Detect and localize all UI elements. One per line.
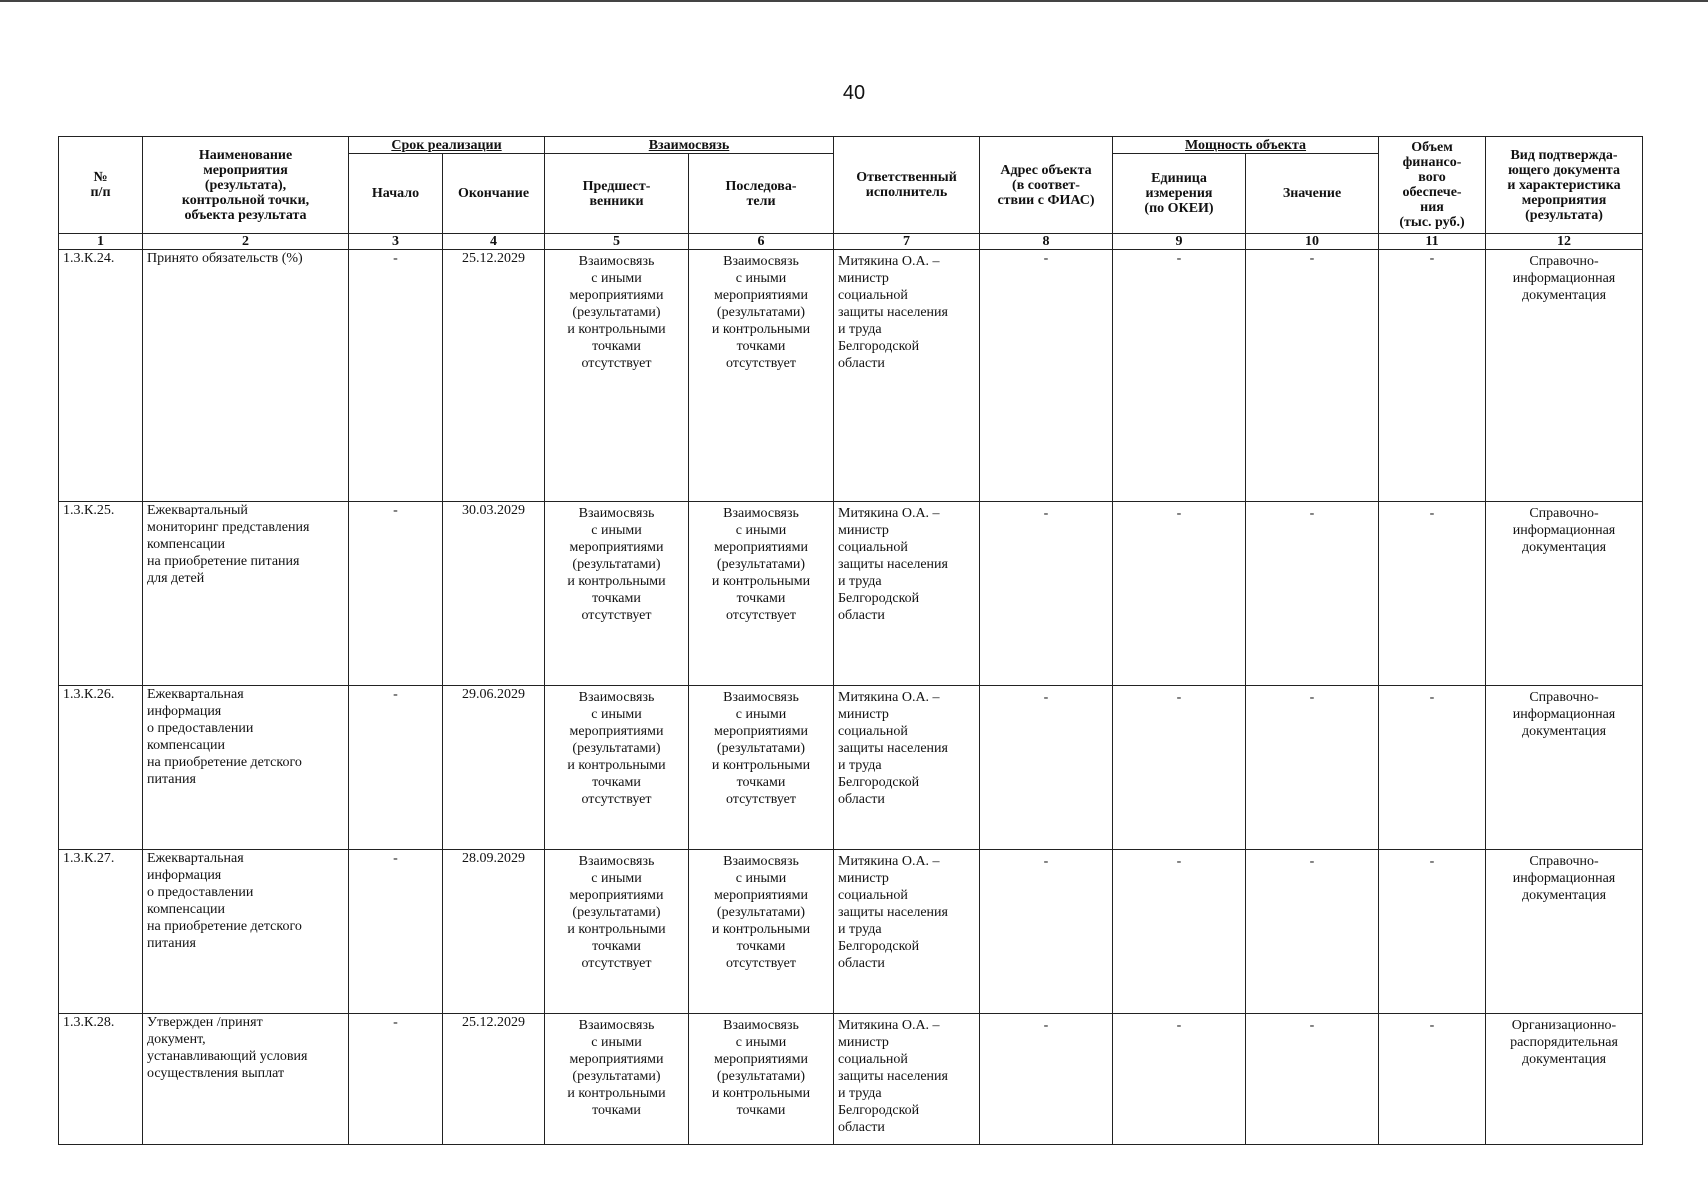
table-row	[59, 686, 1643, 850]
col-number: 8	[980, 234, 1113, 250]
header-col-7: Ответственный исполнитель	[834, 137, 980, 234]
header-col-9: Единица измерения (по ОКЕИ)	[1113, 154, 1246, 234]
cell-successors: Взаимосвязь с иными мероприятиями (результатами) и контрольными точками	[689, 1014, 834, 1145]
col-number: 2	[143, 234, 349, 250]
col-number: 9	[1113, 234, 1246, 250]
header-col-8: Адрес объекта (в соответ- ствии с ФИАС)	[980, 137, 1113, 234]
cell-finance: -	[1379, 686, 1486, 850]
header-col-5: Предшест- венники	[545, 154, 689, 234]
table-row	[59, 1014, 1643, 1145]
cell-address: -	[980, 502, 1113, 686]
table-row	[59, 250, 1643, 502]
cell-name: Утвержден /принят документ, устанавливающий условия осуществления выплат	[143, 1014, 349, 1145]
cell-name: Ежеквартальная информация о предоставлении компенсации на приобретение детского питания	[143, 850, 349, 1014]
col-number: 6	[689, 234, 834, 250]
header-col-4: Окончание	[443, 154, 545, 234]
header-col-11: Объем финансо- вого обеспече- ния (тыс. руб.)	[1379, 137, 1486, 234]
header-col-3: Начало	[349, 154, 443, 234]
cell-successors: Взаимосвязь с иными мероприятиями (результатами) и контрольными точками отсутствует	[689, 686, 834, 850]
table-row	[59, 502, 1643, 686]
cell-address: -	[980, 1014, 1113, 1145]
cell-end: 28.09.2029	[443, 850, 545, 1014]
cell-value: -	[1246, 686, 1379, 850]
header-group-period: Срок реализации	[349, 137, 545, 154]
cell-value: -	[1246, 250, 1379, 502]
cell-successors: Взаимосвязь с иными мероприятиями (результатами) и контрольными точками отсутствует	[689, 250, 834, 502]
cell-start: -	[349, 850, 443, 1014]
cell-document-type: Справочно- информационная документация	[1486, 850, 1643, 1014]
cell-end: 29.06.2029	[443, 686, 545, 850]
cell-start: -	[349, 250, 443, 502]
cell-name: Принято обязательств (%)	[143, 250, 349, 502]
cell-unit: -	[1113, 1014, 1246, 1145]
cell-executor: Митякина О.А. – министр социальной защиты населения и труда Белгородской области	[834, 686, 980, 850]
cell-finance: -	[1379, 850, 1486, 1014]
col-number: 1	[59, 234, 143, 250]
col-number: 4	[443, 234, 545, 250]
page-top-rule	[0, 0, 1708, 2]
cell-name: Ежеквартальная информация о предоставлении компенсации на приобретение детского питания	[143, 686, 349, 850]
column-numbers-row	[59, 234, 1643, 250]
cell-end: 25.12.2029	[443, 1014, 545, 1145]
cell-document-type: Справочно- информационная документация	[1486, 686, 1643, 850]
table-row	[59, 850, 1643, 1014]
activities-table	[58, 136, 1643, 1145]
cell-id: 1.3.К.28.	[59, 1014, 143, 1145]
col-number: 12	[1486, 234, 1643, 250]
col-number: 3	[349, 234, 443, 250]
header-group-capacity: Мощность объекта	[1113, 137, 1379, 154]
cell-finance: -	[1379, 1014, 1486, 1145]
cell-id: 1.3.К.26.	[59, 686, 143, 850]
cell-unit: -	[1113, 686, 1246, 850]
cell-successors: Взаимосвязь с иными мероприятиями (результатами) и контрольными точками отсутствует	[689, 850, 834, 1014]
cell-document-type: Организационно- распорядительная документация	[1486, 1014, 1643, 1145]
cell-document-type: Справочно- информационная документация	[1486, 502, 1643, 686]
col-number: 7	[834, 234, 980, 250]
cell-id: 1.3.К.25.	[59, 502, 143, 686]
col-number: 5	[545, 234, 689, 250]
cell-executor: Митякина О.А. – министр социальной защиты населения и труда Белгородской области	[834, 850, 980, 1014]
cell-executor: Митякина О.А. – министр социальной защиты населения и труда Белгородской области	[834, 1014, 980, 1145]
page-number: 40	[842, 82, 866, 104]
col-number: 10	[1246, 234, 1379, 250]
cell-unit: -	[1113, 850, 1246, 1014]
cell-value: -	[1246, 850, 1379, 1014]
cell-unit: -	[1113, 502, 1246, 686]
header-col-10: Значение	[1246, 154, 1379, 234]
cell-id: 1.3.К.27.	[59, 850, 143, 1014]
cell-value: -	[1246, 502, 1379, 686]
cell-predecessors: Взаимосвязь с иными мероприятиями (результатами) и контрольными точками отсутствует	[545, 502, 689, 686]
col-number: 11	[1379, 234, 1486, 250]
header-group-link: Взаимосвязь	[545, 137, 834, 154]
cell-executor: Митякина О.А. – министр социальной защиты населения и труда Белгородской области	[834, 250, 980, 502]
cell-address: -	[980, 850, 1113, 1014]
cell-start: -	[349, 686, 443, 850]
cell-document-type: Справочно- информационная документация	[1486, 250, 1643, 502]
cell-end: 30.03.2029	[443, 502, 545, 686]
cell-predecessors: Взаимосвязь с иными мероприятиями (результатами) и контрольными точками	[545, 1014, 689, 1145]
header-col-12: Вид подтвержда- ющего документа и характеристика мероприятия (результата)	[1486, 137, 1643, 234]
cell-finance: -	[1379, 250, 1486, 502]
cell-predecessors: Взаимосвязь с иными мероприятиями (результатами) и контрольными точками отсутствует	[545, 850, 689, 1014]
cell-unit: -	[1113, 250, 1246, 502]
cell-finance: -	[1379, 502, 1486, 686]
header-col-1: № п/п	[59, 137, 143, 234]
cell-successors: Взаимосвязь с иными мероприятиями (результатами) и контрольными точками отсутствует	[689, 502, 834, 686]
header-col-2: Наименование мероприятия (результата), контрольной точки, объекта результата	[143, 137, 349, 234]
cell-name: Ежеквартальный мониторинг представления компенсации на приобретение питания для детей	[143, 502, 349, 686]
cell-address: -	[980, 250, 1113, 502]
cell-address: -	[980, 686, 1113, 850]
cell-value: -	[1246, 1014, 1379, 1145]
cell-id: 1.3.К.24.	[59, 250, 143, 502]
cell-predecessors: Взаимосвязь с иными мероприятиями (результатами) и контрольными точками отсутствует	[545, 250, 689, 502]
header-col-6: Последова- тели	[689, 154, 834, 234]
cell-start: -	[349, 1014, 443, 1145]
cell-predecessors: Взаимосвязь с иными мероприятиями (результатами) и контрольными точками отсутствует	[545, 686, 689, 850]
cell-start: -	[349, 502, 443, 686]
cell-executor: Митякина О.А. – министр социальной защиты населения и труда Белгородской области	[834, 502, 980, 686]
cell-end: 25.12.2029	[443, 250, 545, 502]
